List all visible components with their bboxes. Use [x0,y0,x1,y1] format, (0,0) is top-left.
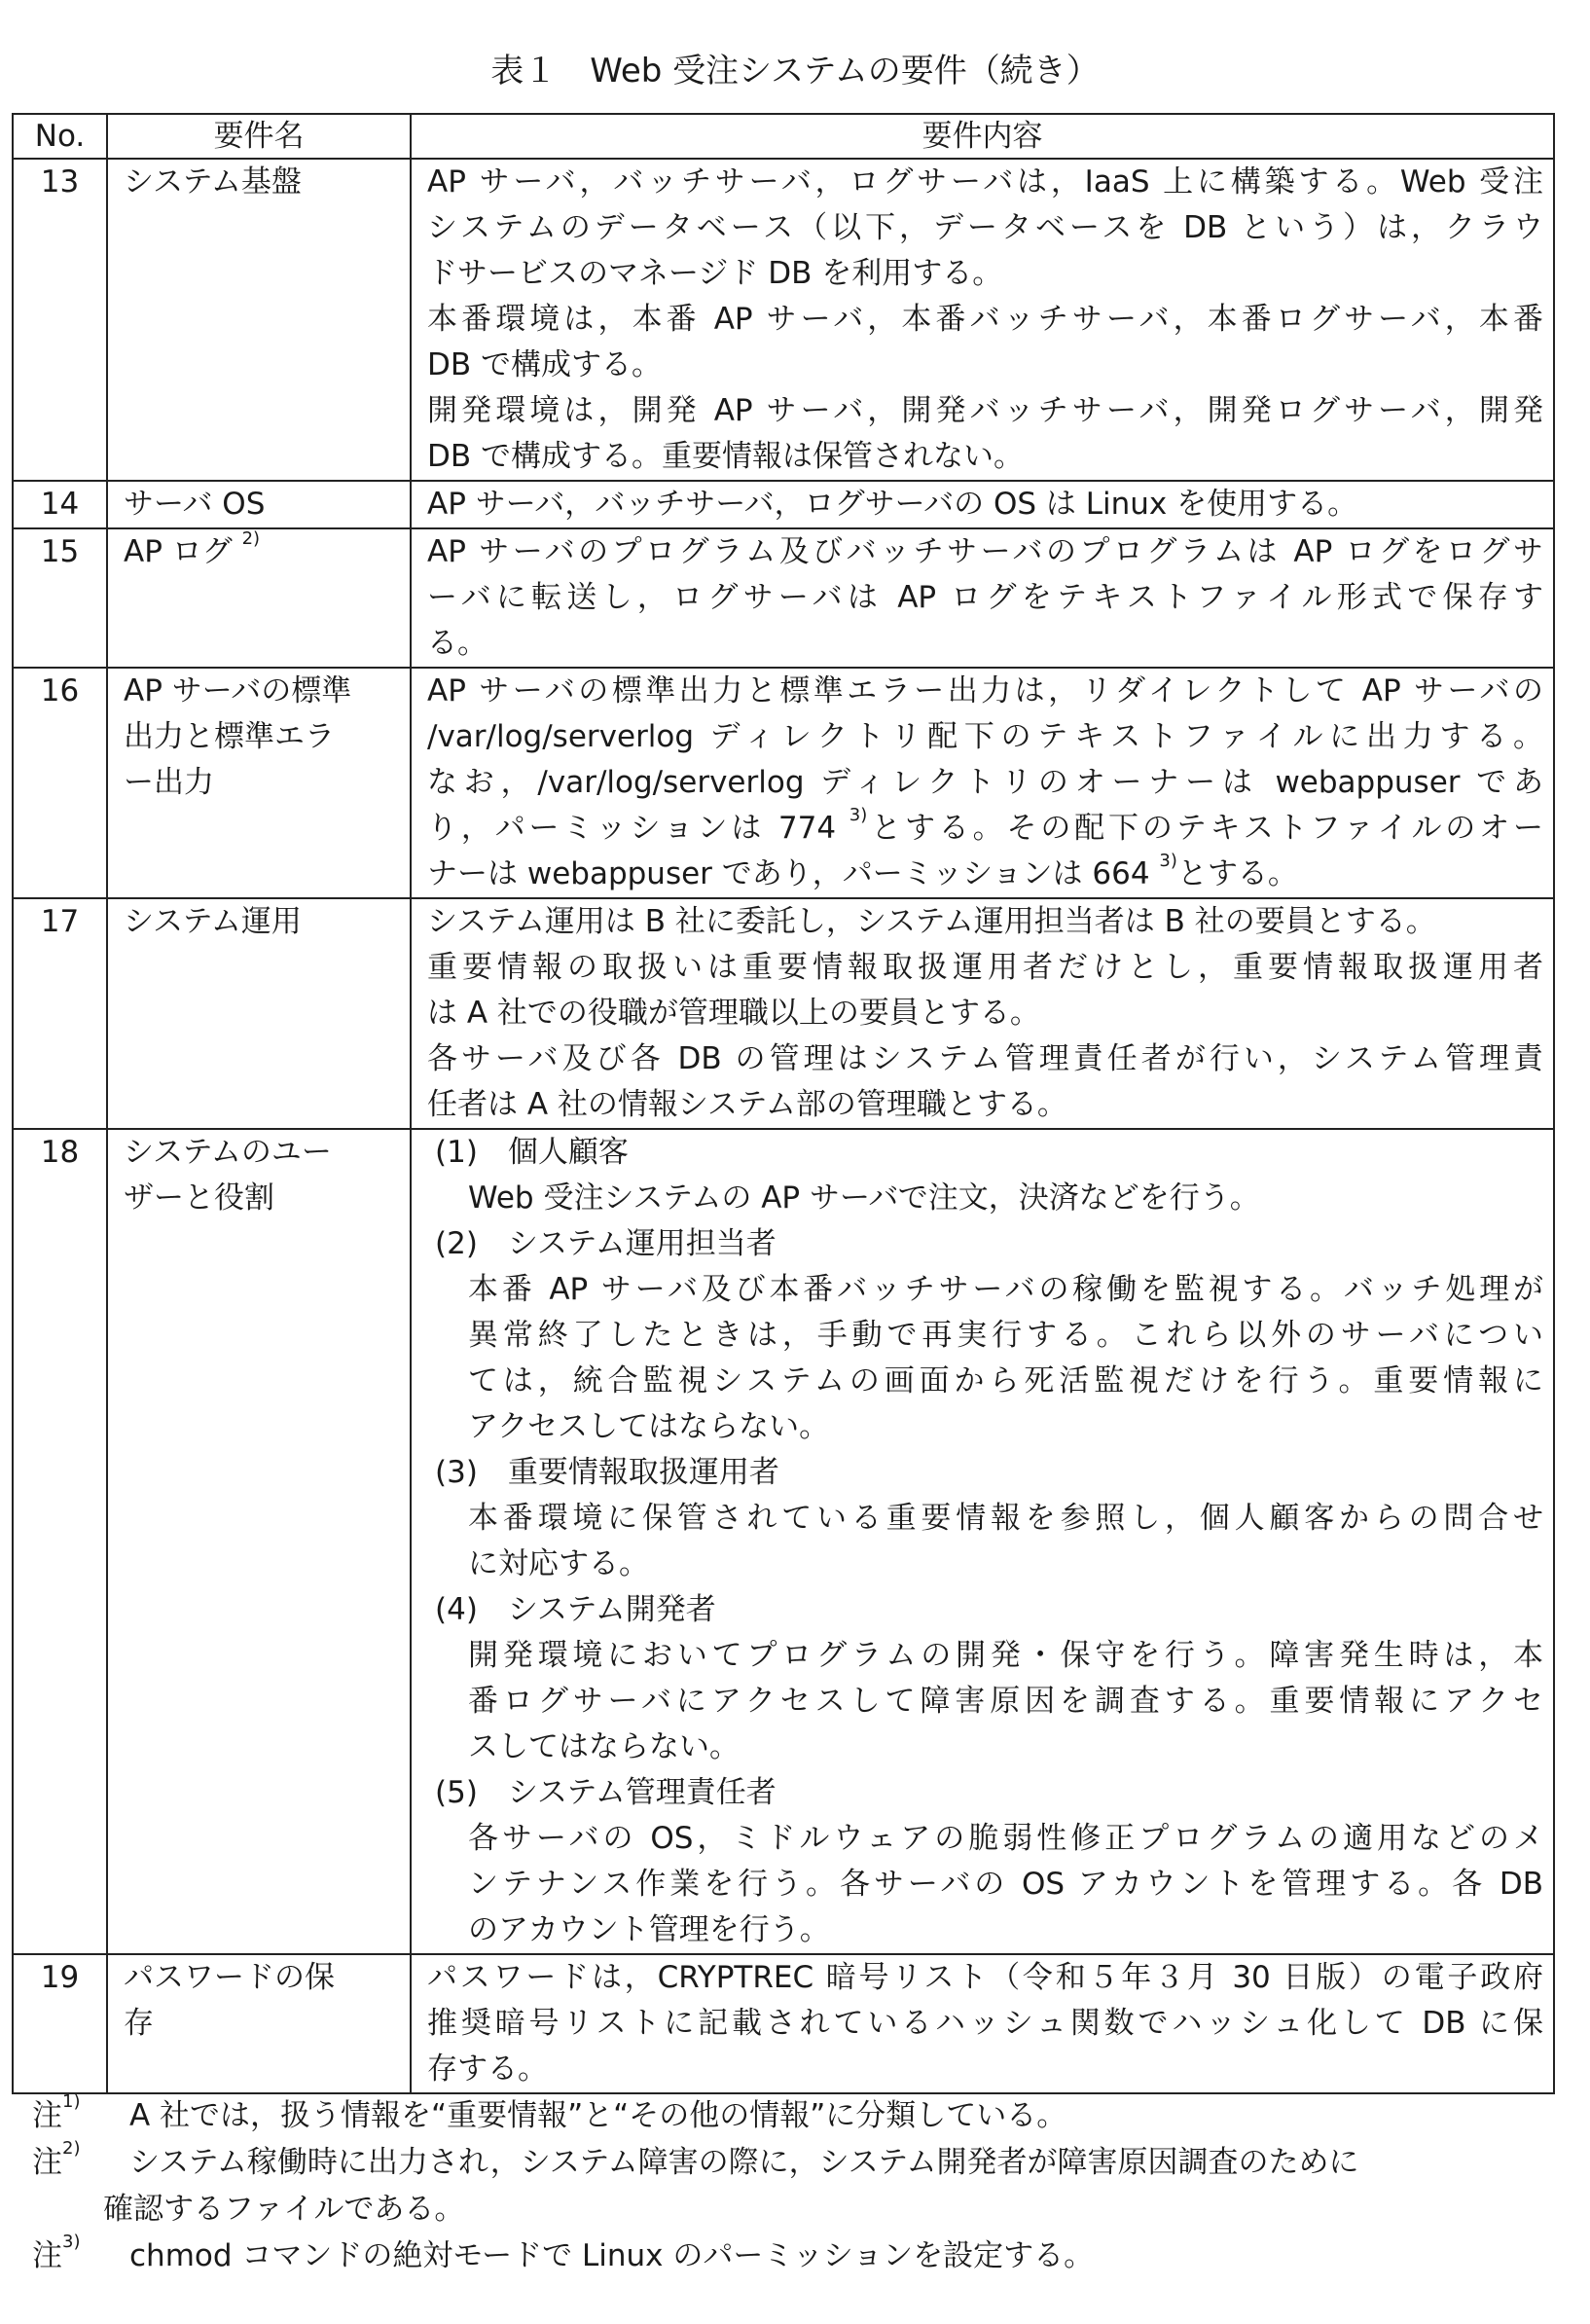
table-title: 表１ Web 受注システムの要件（続き） [490,52,1100,91]
requirements-table [12,113,1555,2094]
footnote-number: 3) [62,2232,81,2252]
table-row [13,1954,1554,2093]
footnote-number: 2) [62,2138,81,2159]
table-row [13,159,1554,481]
row-number: 13 [13,159,107,481]
table-row [13,481,1554,528]
content-line: パスワードは，CRYPTREC 暗号リスト（令和５年３月 30 日版）の電子政府 [427,1960,1543,1995]
role-heading: (5) システム管理責任者 [435,1775,777,1810]
row-number: 16 [13,668,107,898]
content-line: 存する。 [427,2052,548,2087]
requirement-content [411,898,1554,1129]
content-line: 重要情報の取扱いは重要情報取扱運用者だけとし，重要情報取扱運用者 [427,950,1543,985]
header-no: No. [13,114,107,159]
content-line: システムのデータベース（以下，データベースを DB という）は，クラウ [427,210,1543,245]
content-line [427,852,1543,897]
table-row [13,528,1554,668]
name-line [124,529,400,575]
content-line: ては，統合監視システムの画面から死活監視だけを行う。重要情報に [468,1363,1543,1398]
text-segment: り，パーミッションは 774 [427,811,849,846]
content-line: 開発環境は，開発 AP サーバ，開発バッチサーバ，開発ログサーバ，開発 [427,393,1543,428]
requirement-content [411,528,1554,668]
role-description [427,1176,1543,1221]
footnote-mark: 注$^{1)}$ [32,2091,81,2133]
row-number: 17 [13,898,107,1129]
footnote-mark: 注$^{3)}$ [32,2232,81,2273]
table-row [13,668,1554,898]
requirement-content [411,668,1554,898]
requirement-name [107,481,411,528]
name-line: ザーと役割 [124,1180,274,1216]
requirement-name [107,528,411,668]
content-line: のアカウント管理を行う。 [468,1912,830,1947]
content-line: ーバに転送し，ログサーバは AP ログをテキストファイル形式で保存す [427,580,1543,615]
role-heading: (3) 重要情報取扱運用者 [435,1455,779,1490]
footnotes [0,2092,1590,2279]
content-line: AP サーバ，バッチサーバ，ログサーバは，IaaS 上に構築する。Web 受注 [427,164,1543,200]
name-line: システムのユー [124,1135,332,1170]
content-line: DB で構成する。 [427,347,662,382]
name-line: 出力と標準エラ [124,719,335,754]
header-content: 要件内容 [411,114,1554,159]
content-line [427,806,1543,852]
content-line: ンテナンス作業を行う。各サーバの OS アカウントを管理する。各 DB [468,1867,1543,1902]
content-line: ドサービスのマネージド DB を利用する。 [427,256,1003,291]
role-heading: (2) システム運用担当者 [435,1226,777,1261]
content-line: /var/log/serverlog ディレクトリ配下のテキストファイルに出力する。 [427,719,1543,754]
header-name: 要件名 [107,114,411,159]
table-header-row [13,114,1554,159]
paragraph [427,482,1543,527]
text-segment: AP ログ [124,534,242,569]
row-number: 14 [13,481,107,528]
content-line: 本番環境に保管されている重要情報を参照し，個人顧客からの問合せ [468,1501,1543,1536]
paragraph [427,669,1543,897]
content-line: AP サーバの標準出力と標準エラー出力は，リダイレクトして AP サーバの [427,673,1543,708]
requirement-name [107,159,411,481]
role-description [427,1267,1543,1450]
paragraph [427,945,1543,1036]
content-line: に対応する。 [468,1546,649,1581]
paragraph [427,899,1543,945]
footnote-ref: 2) [241,529,261,549]
content-line: は A 社での役職が管理職以上の要員とする。 [427,996,1040,1031]
paragraph [427,297,1543,388]
content-line: システム運用は B 社に委託し，システム運用担当者は B 社の要員とする。 [427,904,1436,939]
content-line: なお，/var/log/serverlog ディレクトリのオーナーは webappuser であ [427,765,1543,800]
paragraph [427,1955,1543,2092]
name-line: サーバ OS [124,487,266,522]
content-line: 任者は A 社の情報システム部の管理職とする。 [427,1087,1067,1122]
content-line: アクセスしてはならない。 [468,1409,830,1444]
requirement-content [411,1129,1554,1954]
role-description [427,1496,1543,1587]
footnote-line: chmod コマンドの絶対モードで Linux のパーミッションを設定する。 [129,2238,1095,2273]
row-number: 19 [13,1954,107,2093]
content-line: 異常終了したときは，手動で再実行する。これら以外のサーバについ [468,1318,1543,1353]
requirement-name [107,898,411,1129]
role-description [427,1633,1543,1770]
footnote [0,2092,1590,2139]
paragraph [427,529,1543,667]
name-line: ー出力 [124,765,214,800]
requirement-content [411,481,1554,528]
text-segment: ナーは webappuser であり，パーミッションは 664 [427,856,1160,891]
text-segment: とする。 [1176,856,1298,891]
content-line: 各サーバ及び各 DB の管理はシステム管理責任者が行い，システム管理責 [427,1041,1543,1076]
footnote-ref: 3) [1159,852,1177,871]
role-heading: (4) システム開発者 [435,1592,716,1627]
content-line: 開発環境においてプログラムの開発・保守を行う。障害発生時は，本 [468,1638,1543,1673]
text-segment: とする。その配下のテキストファイルのオー [867,811,1543,846]
content-line: 本番 AP サーバ及び本番バッチサーバの稼働を監視する。バッチ処理が [468,1272,1543,1307]
footnote [0,2139,1590,2233]
row-number: 15 [13,528,107,668]
requirement-content [411,1954,1554,2093]
content-line: Web 受注システムの AP サーバで注文，決済などを行う。 [468,1180,1260,1216]
requirement-name [107,1954,411,2093]
content-line: 番ログサーバにアクセスして障害原因を調査する。重要情報にアクセ [468,1684,1543,1719]
paragraph [427,1036,1543,1128]
content-line: スしてはならない。 [468,1729,740,1764]
content-line: 各サーバの OS，ミドルウェアの脆弱性修正プログラムの適用などのメ [468,1821,1543,1856]
content-line: 本番環境は，本番 AP サーバ，本番バッチサーバ，本番ログサーバ，本番 [427,302,1543,337]
table-row [13,898,1554,1129]
footnote [0,2233,1590,2279]
content-line: る。 [427,626,488,661]
name-line: パスワードの保 [124,1960,335,1995]
content-line: DB で構成する。重要情報は保管されない。 [427,439,1024,474]
footnote-line: システム稼働時に出力され，システム障害の際に，システム開発者が障害原因調査のために [129,2145,1359,2180]
content-line: AP サーバのプログラム及びバッチサーバのプログラムは AP ログをログサ [427,534,1543,569]
requirement-name [107,1129,411,1954]
name-line: AP サーバの標準 [124,673,352,708]
footnote-ref: 3) [849,806,868,825]
content-line: AP サーバ，バッチサーバ，ログサーバの OS は Linux を使用する。 [427,487,1358,522]
name-line: システム運用 [124,904,302,939]
requirement-name [107,668,411,898]
content-line: 推奨暗号リストに記載されているハッシュ関数でハッシュ化して DB に保 [427,2006,1543,2041]
role-heading: (1) 個人顧客 [435,1135,629,1170]
row-number: 18 [13,1129,107,1954]
footnote-line: 確認するファイルである。 [103,2192,465,2227]
footnote-number: 1) [62,2091,81,2112]
footnote-line: A 社では，扱う情報を“重要情報”と“その他の情報”に分類している。 [129,2098,1067,2133]
name-line: システム基盤 [124,164,302,200]
role-description [427,1816,1543,1953]
name-line: 存 [124,2006,154,2041]
table-row [13,1129,1554,1954]
footnote-mark: 注$^{2)}$ [32,2138,81,2180]
requirement-content [411,159,1554,481]
paragraph [427,160,1543,297]
paragraph [427,388,1543,480]
